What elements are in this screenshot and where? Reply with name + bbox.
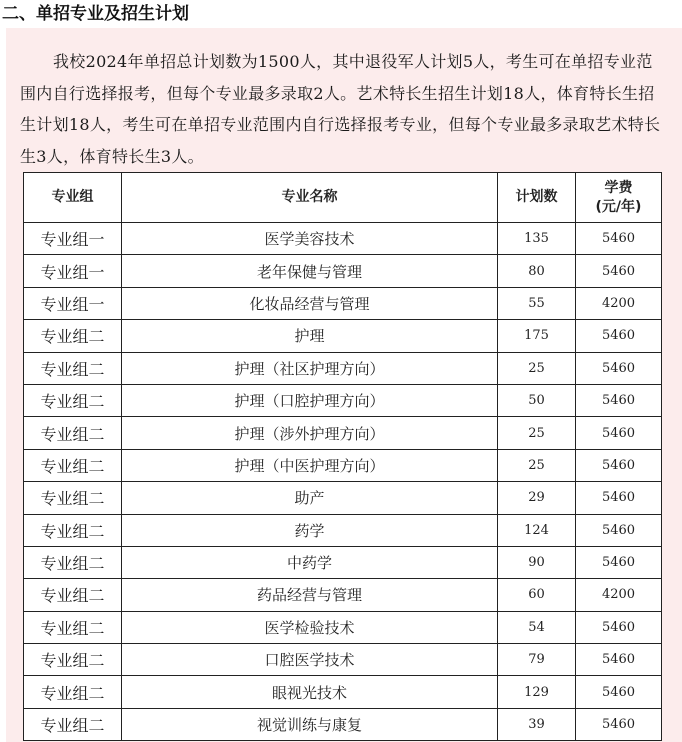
group-cell: 专业组二 xyxy=(24,611,122,643)
major-cell: 老年保健与管理 xyxy=(122,255,498,287)
group-cell: 专业组二 xyxy=(24,579,122,611)
table-row xyxy=(24,352,662,384)
enrollment-plan-table xyxy=(23,172,662,741)
major-cell: 化妆品经营与管理 xyxy=(122,287,498,319)
major-cell: 护理（社区护理方向） xyxy=(122,352,498,384)
table-row xyxy=(24,223,662,255)
plan-cell: 25 xyxy=(498,449,576,481)
table-row xyxy=(24,255,662,287)
table-row xyxy=(24,449,662,481)
section-title: 二、单招专业及招生计划 xyxy=(2,4,189,24)
intro-paragraph: 我校2024年单招总计划数为1500人，其中退役军人计划5人，考生可在单招专业范围内自行选择报考，但每个专业最多录取2人。艺术特长生招生计划18人，体育特长生招生计划18人，考生可在单招专业范围内自行选择报考专业，但每个专业最多录取艺术特长生3人，体育特长生3人。 xyxy=(20,52,661,166)
fee-cell: 5460 xyxy=(576,417,662,449)
major-cell: 护理（口腔护理方向） xyxy=(122,384,498,416)
fee-cell: 5460 xyxy=(576,255,662,287)
header-fee xyxy=(576,173,662,223)
fee-cell: 4200 xyxy=(576,287,662,319)
plan-cell: 129 xyxy=(498,676,576,708)
fee-cell: 5460 xyxy=(576,223,662,255)
table-body xyxy=(24,223,662,741)
group-cell: 专业组二 xyxy=(24,320,122,352)
major-cell: 医学检验技术 xyxy=(122,611,498,643)
table-row xyxy=(24,514,662,546)
major-cell: 助产 xyxy=(122,482,498,514)
fee-cell: 5460 xyxy=(576,611,662,643)
fee-cell: 5460 xyxy=(576,514,662,546)
fee-cell: 5460 xyxy=(576,708,662,740)
table-row xyxy=(24,482,662,514)
major-cell: 护理（中医护理方向） xyxy=(122,449,498,481)
table-row xyxy=(24,287,662,319)
header-fee-line2: (元/年) xyxy=(595,198,642,215)
plan-cell: 25 xyxy=(498,352,576,384)
group-cell: 专业组二 xyxy=(24,546,122,578)
fee-cell: 5460 xyxy=(576,546,662,578)
group-cell: 专业组二 xyxy=(24,482,122,514)
group-cell: 专业组二 xyxy=(24,644,122,676)
fee-cell: 5460 xyxy=(576,320,662,352)
plan-cell: 124 xyxy=(498,514,576,546)
plan-cell: 135 xyxy=(498,223,576,255)
header-major: 专业名称 xyxy=(122,173,498,223)
table-header-row xyxy=(24,173,662,223)
table-row xyxy=(24,417,662,449)
plan-cell: 29 xyxy=(498,482,576,514)
plan-cell: 175 xyxy=(498,320,576,352)
major-cell: 视觉训练与康复 xyxy=(122,708,498,740)
group-cell: 专业组二 xyxy=(24,708,122,740)
header-group: 专业组 xyxy=(24,173,122,223)
group-cell: 专业组二 xyxy=(24,417,122,449)
group-cell: 专业组二 xyxy=(24,449,122,481)
plan-cell: 55 xyxy=(498,287,576,319)
fee-cell: 5460 xyxy=(576,352,662,384)
table-row xyxy=(24,320,662,352)
group-cell: 专业组一 xyxy=(24,287,122,319)
major-cell: 药品经营与管理 xyxy=(122,579,498,611)
group-cell: 专业组二 xyxy=(24,384,122,416)
fee-cell: 5460 xyxy=(576,644,662,676)
group-cell: 专业组一 xyxy=(24,255,122,287)
group-cell: 专业组二 xyxy=(24,352,122,384)
table-row xyxy=(24,546,662,578)
fee-cell: 5460 xyxy=(576,482,662,514)
major-cell: 口腔医学技术 xyxy=(122,644,498,676)
major-cell: 药学 xyxy=(122,514,498,546)
plan-cell: 79 xyxy=(498,644,576,676)
plan-cell: 60 xyxy=(498,579,576,611)
major-cell: 中药学 xyxy=(122,546,498,578)
fee-cell: 5460 xyxy=(576,676,662,708)
fee-cell: 4200 xyxy=(576,579,662,611)
fee-cell: 5460 xyxy=(576,384,662,416)
major-cell: 护理 xyxy=(122,320,498,352)
group-cell: 专业组一 xyxy=(24,223,122,255)
group-cell: 专业组二 xyxy=(24,676,122,708)
header-fee-line1: 学费 xyxy=(604,179,633,196)
major-cell: 医学美容技术 xyxy=(122,223,498,255)
plan-cell: 50 xyxy=(498,384,576,416)
table-row xyxy=(24,579,662,611)
table-row xyxy=(24,644,662,676)
table-row xyxy=(24,611,662,643)
plan-cell: 80 xyxy=(498,255,576,287)
plan-cell: 25 xyxy=(498,417,576,449)
group-cell: 专业组二 xyxy=(24,514,122,546)
plan-cell: 90 xyxy=(498,546,576,578)
major-cell: 眼视光技术 xyxy=(122,676,498,708)
fee-cell: 5460 xyxy=(576,449,662,481)
table-row xyxy=(24,676,662,708)
plan-cell: 39 xyxy=(498,708,576,740)
major-cell: 护理（涉外护理方向） xyxy=(122,417,498,449)
table-row xyxy=(24,384,662,416)
plan-cell: 54 xyxy=(498,611,576,643)
header-plan: 计划数 xyxy=(498,173,576,223)
table-row xyxy=(24,708,662,740)
